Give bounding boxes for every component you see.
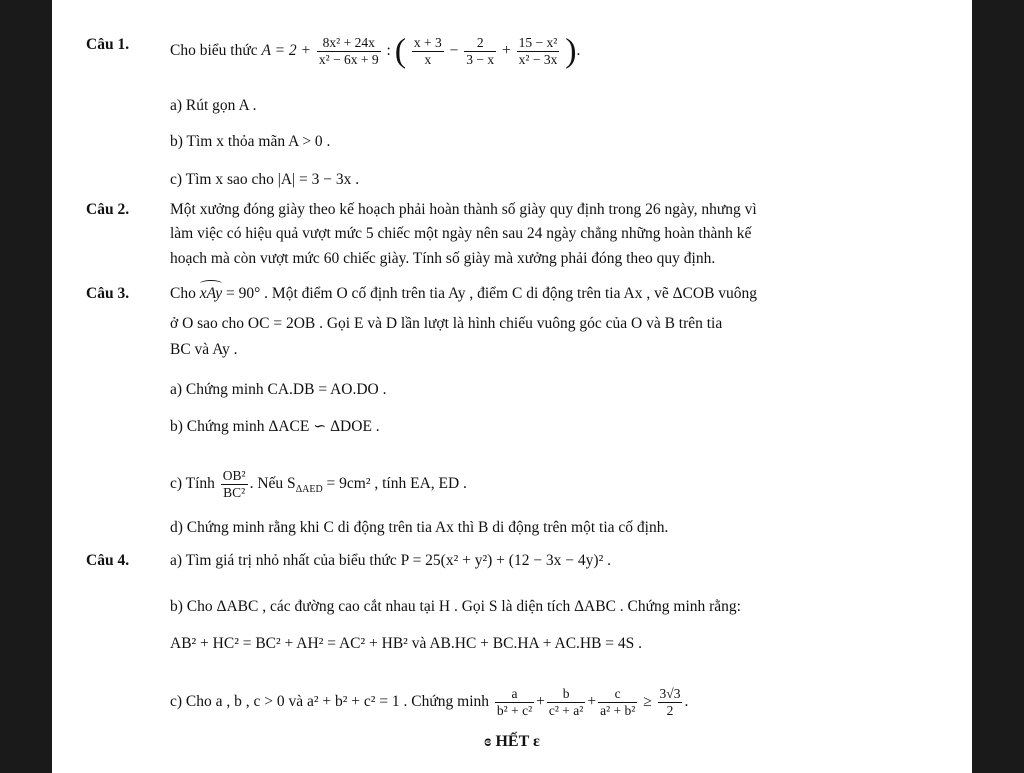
q1-part-a: a) Rút gọn A . <box>170 97 257 114</box>
q3-c-sub: ΔAED <box>295 484 323 496</box>
q1-part-c: c) Tìm x sao cho |A| = 3 − 3x . <box>170 171 360 188</box>
q4-c-f1-num: a <box>495 686 534 703</box>
q4-c-fraction-3 <box>598 686 637 719</box>
q3-c-pre: c) Tính <box>170 475 215 493</box>
q3-line-3: BC và Ay . <box>170 341 238 358</box>
q1-frac3-num: 2 <box>464 35 496 52</box>
q1-frac1-den: x² − 6x + 9 <box>318 52 379 67</box>
question-1-label: Câu 1. <box>86 36 130 53</box>
q4-c-fraction-1 <box>495 686 534 719</box>
exam-sheet <box>52 0 972 773</box>
q4-part-a: a) Tìm giá trị nhỏ nhất của biểu thức P = 25(x² + y²) + (12 − 3x − 4y)² . <box>170 552 611 569</box>
q3-part-c <box>170 468 467 501</box>
q1-frac3-den: 3 − x <box>466 52 495 67</box>
q1-fraction-2 <box>412 35 444 68</box>
q3-line1-pre: Cho <box>170 285 196 302</box>
q3-c-end: = 9cm² , tính EA, ED . <box>326 475 467 493</box>
q3-line-2: ở O sao cho OC = 2OB . Gọi E và D lần lượt là hình chiếu vuông góc của O và B trên tia <box>170 315 723 332</box>
q4-c-rhs-num: 3√3 <box>659 686 681 701</box>
q3-c-post: . Nếu S <box>249 475 296 493</box>
end-marker: ɞ HẾT ɛ <box>484 733 540 750</box>
q4-c-f3-den: a² + b² <box>600 703 636 718</box>
q4-c-f2-den: c² + a² <box>548 703 584 718</box>
q1-lead: Cho biểu thức <box>170 42 258 60</box>
q1-frac4-num: 15 − x² <box>518 35 558 50</box>
q1-frac4-den: x² − 3x <box>518 52 558 67</box>
q4-c-rhs-den: 2 <box>666 703 674 718</box>
q1-colon: : <box>386 42 391 60</box>
q1-fraction-4 <box>517 35 560 68</box>
q3-part-b: b) Chứng minh ΔACE ∽ ΔDOE . <box>170 418 380 435</box>
q2-line-2: làm việc có hiệu quả vượt mức 5 chiếc một ngày nên sau 24 ngày chẳng những hoàn thành kế <box>170 225 752 242</box>
q1-expr-start: A = 2 + <box>261 42 311 60</box>
q2-line-3: hoạch mà còn vượt mức 60 chiếc giày. Tính số giày mà xưởng phải đóng theo quy định. <box>170 250 716 267</box>
q2-line-1: Một xưởng đóng giày theo kế hoạch phải hoàn thành số giày quy định trong 26 ngày, nhưng vì <box>170 201 757 218</box>
q4-part-b-line-2: AB² + HC² = BC² + AH² = AC² + HB² và AB.HC + BC.HA + AC.HB = 4S . <box>170 635 643 652</box>
q1-frac1-num: 8x² + 24x <box>317 35 381 52</box>
q3-c-num: OB² <box>222 468 246 483</box>
q3-part-d: d) Chứng minh rằng khi C di động trên tia Ax thì B di động trên một tia cố định. <box>170 519 669 536</box>
q4-c-f2-num: b <box>547 686 585 703</box>
q3-line-1 <box>170 284 757 304</box>
q1-minus: − <box>449 42 459 60</box>
q1-part-b: b) Tìm x thỏa mãn A > 0 . <box>170 133 331 150</box>
question-2-label: Câu 2. <box>86 201 130 218</box>
q4-c-pre: c) Cho a , b , c > 0 và a² + b² + c² = 1 . Chứng minh <box>170 693 490 711</box>
q1-plus: + <box>502 42 511 60</box>
q4-c-f3-num: c <box>598 686 637 703</box>
q1-end: . <box>576 42 581 60</box>
q4-part-c: c) Cho a , b , c > 0 và a² + b² + c² = 1 . Chứng minh $\frac{a}{\text{b² + c²}}$ + $\frac{b}{\text{c² + a²}}$ + $\frac{c}{\text{a² + b²}}$ ≥ $\frac{3√3}{2}$ . <box>170 686 689 718</box>
q1-frac2-den: x <box>424 52 432 67</box>
q4-c-ge: ≥ <box>643 693 652 711</box>
q4-part-b-line-1: b) Cho ΔABC , các đường cao cắt nhau tại H . Gọi S là diện tích ΔABC . Chứng minh rằng: <box>170 598 741 615</box>
q4-c-fraction-2 <box>547 686 585 719</box>
question-4-label: Câu 4. <box>86 552 130 569</box>
q3-angle-xAy: xAy <box>199 285 223 302</box>
q4-c-end: . <box>684 693 689 711</box>
q4-c-rhs <box>658 686 683 719</box>
question-3-label: Câu 3. <box>86 285 130 302</box>
q1-fraction-3 <box>464 35 496 68</box>
q4-c-f1-den: b² + c² <box>496 703 533 718</box>
q3-c-den: BC² <box>223 485 246 500</box>
q3-c-fraction <box>221 468 248 501</box>
q3-line1-post: = 90° . Một điểm O cố định trên tia Ay , điểm C di động trên tia Ax , vẽ ΔCOB vuông <box>225 285 758 302</box>
q1-fraction-1 <box>317 35 381 68</box>
q3-part-a: a) Chứng minh CA.DB = AO.DO . <box>170 381 387 398</box>
q1-frac2-num: x + 3 <box>413 35 442 50</box>
question-1-expression: Cho biểu thức A = 2 + $\frac{\text{8x² + 24x}}{\text{x² − 6x + 9}}$ : ( $\frac{x + 3}{x}$ − $\frac{2}{3 - x}$ + $\frac{\text{15 − x²}}{\text{x² − 3x}}$ ). <box>170 32 581 70</box>
